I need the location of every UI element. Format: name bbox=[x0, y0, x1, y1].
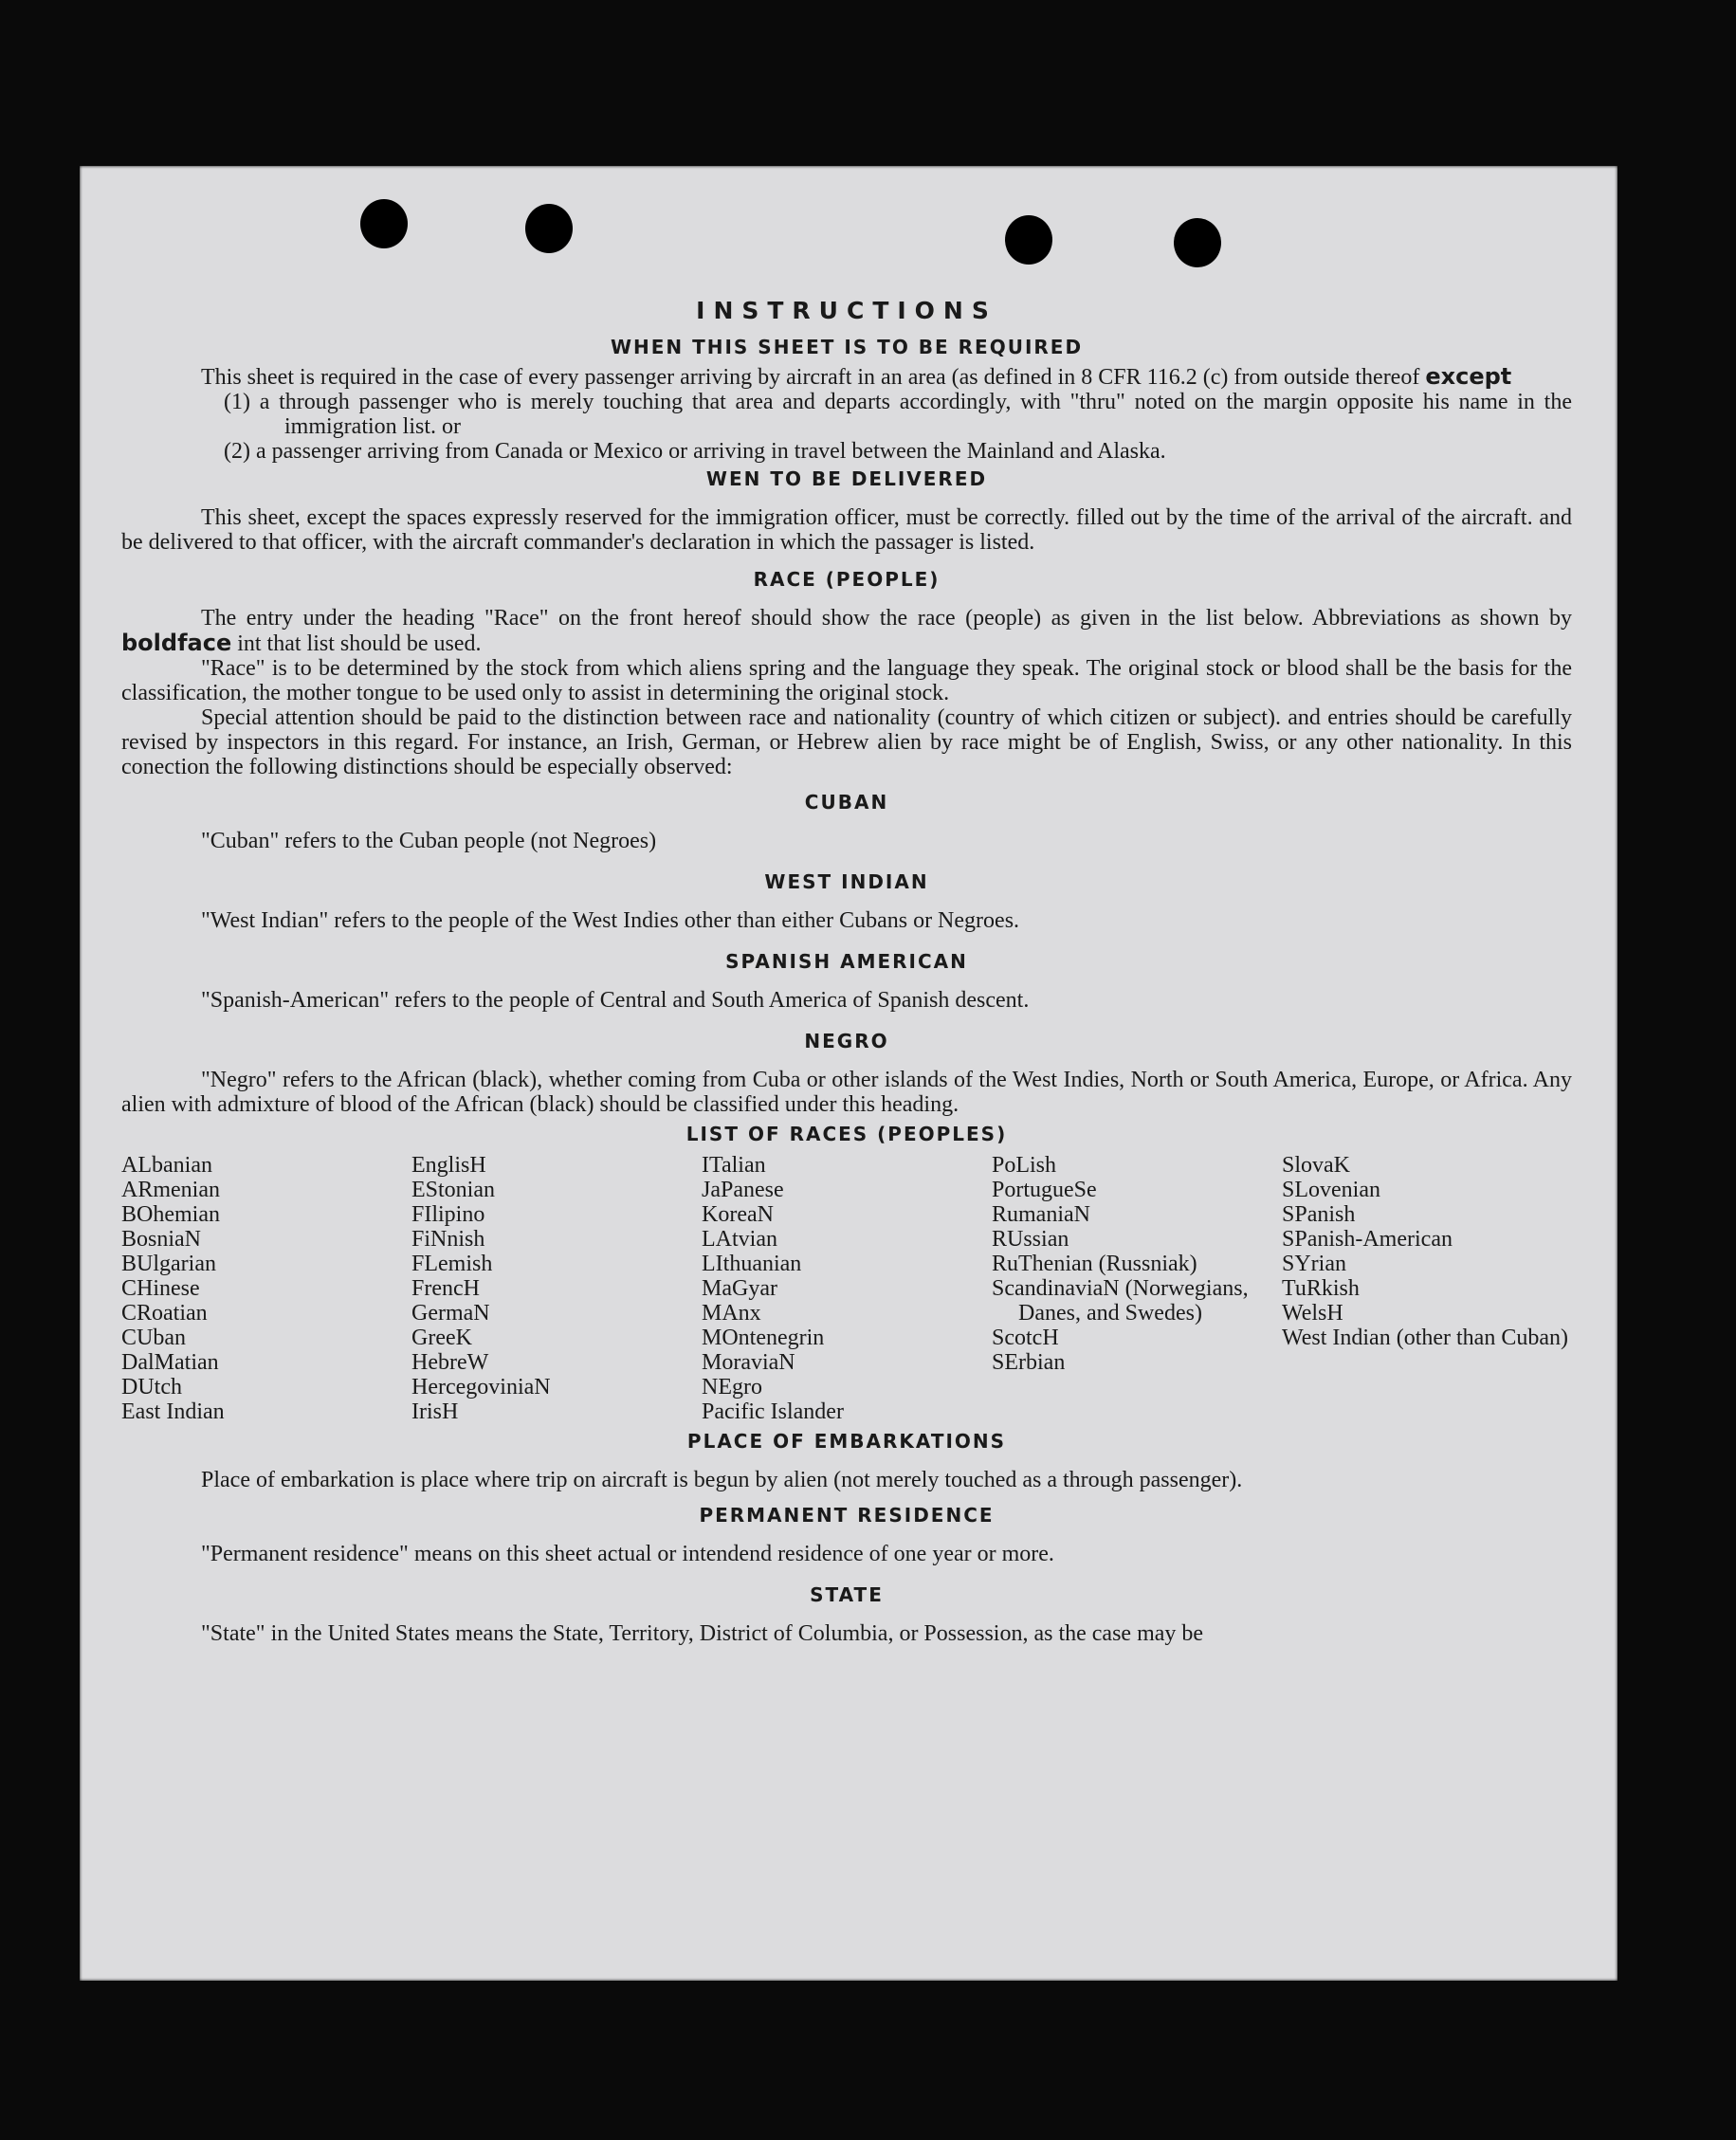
punch-hole bbox=[1174, 218, 1221, 267]
races-column bbox=[411, 1153, 702, 1424]
heading-negro: NEGRO bbox=[804, 1030, 889, 1052]
race-item: HebreW bbox=[411, 1350, 489, 1375]
emphasis-boldface: boldface bbox=[121, 630, 232, 656]
race-item: SLovenian bbox=[1282, 1178, 1380, 1202]
race-item: BosniaN bbox=[121, 1227, 201, 1252]
punch-hole bbox=[1005, 215, 1052, 265]
heading-race: RACE (PEOPLE) bbox=[753, 568, 941, 591]
paragraph-permanent-residence: "Permanent residence" means on this sheet actual or intendend residence of one year or more. bbox=[201, 1542, 1054, 1566]
heading-when-delivered: WEN TO BE DELIVERED bbox=[705, 467, 988, 490]
list-item-1: (1) a through passenger who is merely touching that area and departs accordingly, with "thru" noted on the margin opposite his name in the immigration list. or bbox=[224, 390, 1572, 439]
emphasis-except: except bbox=[1425, 363, 1512, 390]
paragraph-west-indian: "West Indian" refers to the people of the West Indies other than either Cubans or Negroes. bbox=[201, 908, 1020, 933]
race-item: RuThenian (Russniak) bbox=[992, 1252, 1197, 1276]
race-item: SYrian bbox=[1282, 1252, 1346, 1276]
races-column bbox=[1282, 1153, 1572, 1424]
race-item: MaGyar bbox=[702, 1276, 777, 1301]
race-item: FLemish bbox=[411, 1252, 493, 1276]
race-item: EStonian bbox=[411, 1178, 495, 1202]
race-item: ITalian bbox=[702, 1153, 766, 1178]
paragraph-cuban: "Cuban" refers to the Cuban people (not Negroes) bbox=[201, 829, 657, 853]
instructions-content bbox=[121, 297, 1572, 1646]
race-item: MoraviaN bbox=[702, 1350, 795, 1375]
heading-state: STATE bbox=[810, 1583, 884, 1606]
paragraph-race-2: "Race" is to be determined by the stock from which aliens spring and the language they speak. The original stock or blood shall be the basis for the classification, the mother tongue to be used only to assist in determining the original stock. bbox=[121, 656, 1572, 705]
race-item: FiNnish bbox=[411, 1227, 485, 1252]
document-sheet bbox=[80, 166, 1617, 1981]
race-item: Pacific Islander bbox=[702, 1399, 844, 1424]
race-item: FrencH bbox=[411, 1276, 480, 1301]
race-item: BOhemian bbox=[121, 1202, 220, 1227]
heading-west-indian: WEST INDIAN bbox=[764, 870, 929, 893]
race-item: LIthuanian bbox=[702, 1252, 802, 1276]
heading-permanent-residence: PERMANENT RESIDENCE bbox=[699, 1504, 995, 1527]
race-item: TuRkish bbox=[1282, 1276, 1360, 1301]
race-item: RumaniaN bbox=[992, 1202, 1090, 1227]
race-item: GermaN bbox=[411, 1301, 490, 1326]
paragraph-spanish-american: "Spanish-American" refers to the people of Central and South America of Spanish descent. bbox=[201, 988, 1030, 1013]
race-item: DUtch bbox=[121, 1375, 182, 1399]
race-item: PortugueSe bbox=[992, 1178, 1097, 1202]
paragraph-embarkation: Place of embarkation is place where trip on aircraft is begun by alien (not merely touched as a through passenger). bbox=[201, 1468, 1243, 1492]
race-item: CUban bbox=[121, 1326, 186, 1350]
race-item: MAnx bbox=[702, 1301, 761, 1326]
paragraph-state: "State" in the United States means the State, Territory, District of Columbia, or Possession, as the case may be bbox=[201, 1621, 1204, 1646]
race-item: GreeK bbox=[411, 1326, 472, 1350]
punch-hole bbox=[525, 204, 573, 253]
race-item: BUlgarian bbox=[121, 1252, 216, 1276]
heading-cuban: CUBAN bbox=[804, 791, 889, 814]
race-item: SErbian bbox=[992, 1350, 1066, 1375]
races-column bbox=[992, 1153, 1282, 1424]
race-item: ScotcH bbox=[992, 1326, 1059, 1350]
race-item: ARmenian bbox=[121, 1178, 220, 1202]
race-item: SPanish bbox=[1282, 1202, 1356, 1227]
race-item: HercegoviniaN bbox=[411, 1375, 551, 1399]
list-item-2: (2) a passenger arriving from Canada or Mexico or arriving in travel between the Mainland and Alaska. bbox=[224, 439, 1166, 464]
race-item: CRoatian bbox=[121, 1301, 208, 1326]
paragraph-negro: "Negro" refers to the African (black), whether coming from Cuba or other islands of the West Indies, North or South America, Europe, or Africa. Any alien with admixture of blood of the African (black) should be classified under this heading. bbox=[121, 1068, 1572, 1117]
race-item: NEgro bbox=[702, 1375, 762, 1399]
paragraph-when-delivered: This sheet, except the spaces expressly reserved for the immigration officer, must be correctly. filled out by the time of the arrival of the aircraft. and be delivered to that officer, with the aircraft commander's declaration in which the passager is listed. bbox=[121, 505, 1572, 555]
races-column bbox=[702, 1153, 992, 1424]
race-item: SlovaK bbox=[1282, 1153, 1350, 1178]
punch-hole bbox=[360, 199, 408, 248]
race-item: IrisH bbox=[411, 1399, 459, 1424]
race-item: MOntenegrin bbox=[702, 1326, 825, 1350]
race-item: KoreaN bbox=[702, 1202, 774, 1227]
race-item: West Indian (other than Cuban) bbox=[1282, 1326, 1568, 1350]
races-column bbox=[121, 1153, 411, 1424]
race-item: PoLish bbox=[992, 1153, 1057, 1178]
page-title: INSTRUCTIONS bbox=[696, 297, 997, 324]
race-item: JaPanese bbox=[702, 1178, 784, 1202]
race-item: FIlipino bbox=[411, 1202, 485, 1227]
race-item: EnglisH bbox=[411, 1153, 486, 1178]
race-item: WelsH bbox=[1282, 1301, 1343, 1326]
race-item: ALbanian bbox=[121, 1153, 212, 1178]
races-list bbox=[121, 1153, 1572, 1424]
race-item: ScandinaviaN (Norwegians, Danes, and Swedes) bbox=[992, 1276, 1249, 1326]
race-item: SPanish-American bbox=[1282, 1227, 1453, 1252]
heading-list-of-races: LIST OF RACES (PEOPLES) bbox=[685, 1123, 1008, 1145]
heading-when-required: WHEN THIS SHEET IS TO BE REQUIRED bbox=[610, 336, 1084, 358]
race-item: RUssian bbox=[992, 1227, 1069, 1252]
race-item: East Indian bbox=[121, 1399, 225, 1424]
paragraph-race-1: The entry under the heading "Race" on the front hereof should show the race (people) as given in the list below. Abbreviations as shown by boldface int that list should be used. bbox=[121, 606, 1572, 656]
heading-embarkation: PLACE OF EMBARKATIONS bbox=[686, 1430, 1007, 1453]
heading-spanish-american: SPANISH AMERICAN bbox=[725, 950, 968, 973]
race-item: LAtvian bbox=[702, 1227, 777, 1252]
race-item: DalMatian bbox=[121, 1350, 219, 1375]
paragraph-when-required: This sheet is required in the case of every passenger arriving by aircraft in an area (as defined in 8 CFR 116.2 (c) from outside thereof except bbox=[201, 363, 1512, 390]
race-item: CHinese bbox=[121, 1276, 200, 1301]
paragraph-race-3: Special attention should be paid to the distinction between race and nationality (country of which citizen or subject). and entries should be carefully revised by inspectors in this regard. For instance, an Irish, German, or Hebrew alien by race might be of English, Swiss, or any other nationality. In this conection the following distinctions should be especially observed: bbox=[121, 705, 1572, 779]
